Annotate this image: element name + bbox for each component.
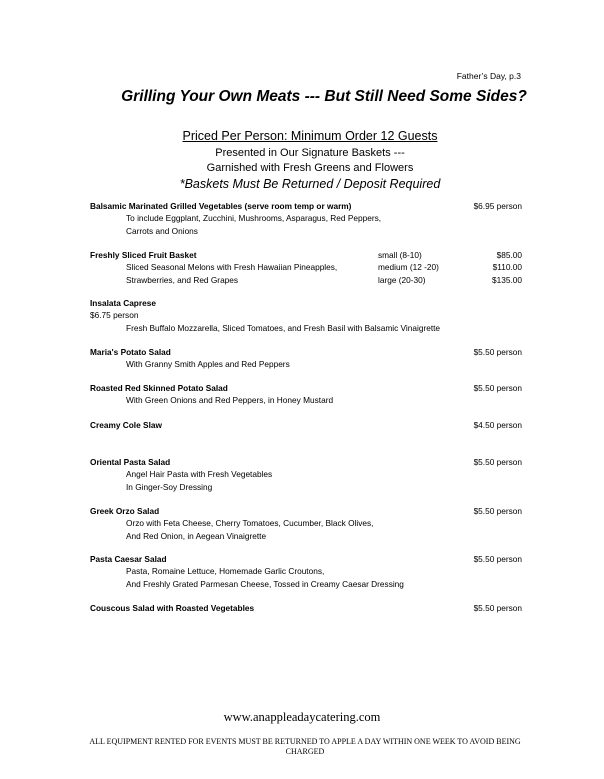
item-description: Angel Hair Pasta with Fresh Vegetables bbox=[126, 469, 273, 480]
item-name: Freshly Sliced Fruit Basket bbox=[90, 250, 197, 260]
item-description: With Green Onions and Red Peppers, in Honey Mustard bbox=[126, 395, 334, 406]
item-description: In Ginger-Soy Dressing bbox=[126, 481, 213, 492]
item-description: And Red Onion, in Aegean Vinaigrette bbox=[126, 530, 267, 541]
item-name: Insalata Caprese bbox=[90, 298, 156, 308]
item-price: $4.50 person bbox=[473, 420, 522, 430]
garnished-line: Garnished with Fresh Greens and Flowers bbox=[206, 162, 414, 174]
page-label: Father’s Day, p.3 bbox=[456, 71, 521, 81]
size-price: $85.00 bbox=[496, 250, 522, 260]
item-name: Greek Orzo Salad bbox=[90, 506, 160, 516]
priced-per-person-heading: Priced Per Person: Minimum Order 12 Guests bbox=[182, 129, 438, 143]
menu-item-oriental-pasta-salad bbox=[90, 456, 522, 493]
size-price: $135.00 bbox=[492, 274, 522, 285]
menu-item-roasted-potato-salad bbox=[90, 382, 522, 407]
size-option: large (20-30) bbox=[378, 274, 426, 285]
item-name: Roasted Red Skinned Potato Salad bbox=[90, 383, 228, 393]
menu-item-marias-potato-salad bbox=[90, 346, 522, 371]
item-price: $5.50 person bbox=[473, 554, 522, 564]
size-price: $110.00 bbox=[492, 262, 522, 273]
size-option: medium (12 -20) bbox=[378, 262, 439, 273]
item-price: $5.50 person bbox=[473, 457, 522, 467]
item-price: $6.95 person bbox=[473, 201, 522, 211]
item-name: Pasta Caesar Salad bbox=[90, 554, 167, 564]
item-description: Pasta, Romaine Lettuce, Homemade Garlic Croutons, bbox=[126, 566, 325, 577]
menu-item-caprese bbox=[90, 297, 522, 334]
page-title: Grilling Your Own Meats --- But Still Need Some Sides? bbox=[121, 88, 527, 105]
item-name: Oriental Pasta Salad bbox=[90, 457, 171, 467]
size-options bbox=[378, 249, 439, 286]
item-price: $5.50 person bbox=[473, 506, 522, 516]
menu-item-balsamic bbox=[90, 200, 522, 237]
item-description: And Freshly Grated Parmesan Cheese, Tossed in Creamy Caesar Dressing bbox=[126, 578, 404, 589]
item-name: Maria's Potato Salad bbox=[90, 347, 171, 357]
item-name: Balsamic Marinated Grilled Vegetables (serve room temp or warm) bbox=[90, 201, 352, 211]
item-name: Couscous Salad with Roasted Vegetables bbox=[90, 603, 255, 613]
item-name: Creamy Cole Slaw bbox=[90, 420, 162, 430]
equipment-return-note: ALL EQUIPMENT RENTED FOR EVENTS MUST BE RETURNED TO APPLE A DAY WITHIN ONE WEEK TO AVOID BEING CHARGED bbox=[89, 737, 521, 756]
item-description: Strawberries, and Red Grapes bbox=[126, 274, 239, 285]
item-description: With Granny Smith Apples and Red Peppers bbox=[126, 359, 290, 370]
size-prices bbox=[492, 249, 522, 286]
item-price: $5.50 person bbox=[473, 603, 522, 613]
menu-item-couscous-salad bbox=[90, 602, 522, 614]
item-price: $5.50 person bbox=[473, 347, 522, 357]
presented-line: Presented in Our Signature Baskets --- bbox=[215, 147, 405, 159]
item-price: $5.50 person bbox=[473, 383, 522, 393]
item-description: Sliced Seasonal Melons with Fresh Hawaiian Pineapples, bbox=[126, 262, 338, 273]
menu-item-fruit-basket bbox=[90, 249, 522, 286]
menu-item-greek-orzo-salad bbox=[90, 505, 522, 542]
menu-item-cole-slaw bbox=[90, 419, 522, 431]
size-option: small (8-10) bbox=[378, 250, 422, 260]
item-price: $6.75 person bbox=[90, 310, 139, 321]
item-description: Orzo with Feta Cheese, Cherry Tomatoes, Cucumber, Black Olives, bbox=[126, 518, 374, 529]
item-description: To include Eggplant, Zucchini, Mushrooms, Asparagus, Red Peppers, bbox=[126, 213, 382, 224]
menu-item-pasta-caesar-salad bbox=[90, 553, 522, 590]
baskets-note: *Baskets Must Be Returned / Deposit Required bbox=[179, 177, 441, 191]
item-description: Carrots and Onions bbox=[126, 225, 198, 236]
item-description: Fresh Buffalo Mozzarella, Sliced Tomatoes, and Fresh Basil with Balsamic Vinaigrette bbox=[126, 322, 441, 333]
website-url: www.anappleadaycatering.com bbox=[223, 710, 381, 724]
